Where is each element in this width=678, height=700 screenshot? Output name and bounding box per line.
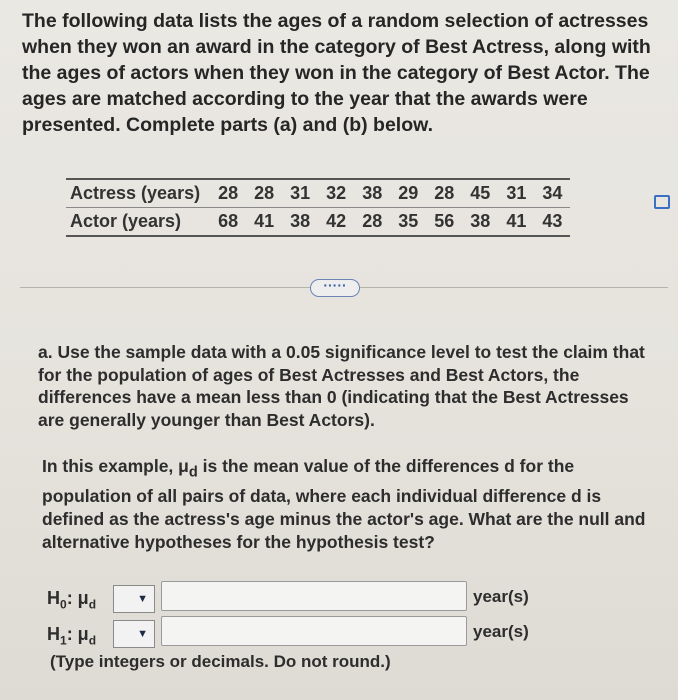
null-value-input[interactable] xyxy=(161,581,467,611)
copy-icon[interactable] xyxy=(654,195,670,209)
data-table xyxy=(66,178,570,237)
null-unit-label: year(s) xyxy=(473,587,529,606)
table-cell: 34 xyxy=(534,179,570,208)
row-label: Actress (years) xyxy=(66,179,210,208)
table-cell: 28 xyxy=(354,208,390,237)
table-cell: 45 xyxy=(462,179,498,208)
null-operator-select[interactable] xyxy=(113,585,155,613)
mu-subscript: d xyxy=(88,597,97,612)
h-subscript: 0 xyxy=(60,597,67,612)
table-cell: 41 xyxy=(498,208,534,237)
example-text-start: In this example, xyxy=(42,456,179,476)
table-cell: 28 xyxy=(426,179,462,208)
example-text xyxy=(42,455,662,554)
alternative-operator-select[interactable] xyxy=(113,620,155,648)
table-cell: 32 xyxy=(318,179,354,208)
h-letter: H xyxy=(47,588,60,608)
alternative-hypothesis-label xyxy=(47,624,96,648)
table-row-actor xyxy=(66,208,570,237)
mu-text: : μ xyxy=(66,588,89,608)
alternative-value-input[interactable] xyxy=(161,616,467,646)
table-row-actress xyxy=(66,179,570,208)
question-intro: The following data lists the ages of a random selection of actresses when they won an award in the category of Best Actress, along with the ages of actors when they won in the category of Best Actor. The ages are matched according to the year that the awards were presented. Complete parts (a) and (b) below. xyxy=(22,10,651,136)
table-cell: 28 xyxy=(246,179,282,208)
mu-subscript: d xyxy=(88,633,97,648)
example-text-end: is the mean value of the differences d for the population of all pairs of data, where each individual difference d is defined as the actress's age minus the actor's age. What are the null and alternative hypotheses for the hypothesis test? xyxy=(42,456,646,552)
table-cell: 38 xyxy=(354,179,390,208)
table-cell: 29 xyxy=(390,179,426,208)
table-cell: 35 xyxy=(390,208,426,237)
mu-text: : μ xyxy=(66,624,89,644)
table-cell: 68 xyxy=(210,208,246,237)
row-label: Actor (years) xyxy=(66,208,210,237)
table-cell: 38 xyxy=(462,208,498,237)
dropdown-arrow-icon: ▼ xyxy=(137,628,148,640)
table-cell: 43 xyxy=(534,208,570,237)
expand-button[interactable]: ····· xyxy=(310,279,360,297)
alternative-unit-label: year(s) xyxy=(473,622,529,641)
table-cell: 38 xyxy=(282,208,318,237)
table-cell: 28 xyxy=(210,179,246,208)
h-subscript: 1 xyxy=(60,633,67,648)
dropdown-arrow-icon: ▼ xyxy=(137,593,148,605)
null-hypothesis-label xyxy=(47,588,96,612)
mu-symbol: μ xyxy=(178,456,189,476)
table-cell: 31 xyxy=(282,179,318,208)
part-a-prompt: a. Use the sample data with a 0.05 significance level to test the claim that for the population of ages of Best Actresses and Best Actors, the differences have a mean less than 0 (indicating that the Best Actresses are generally younger than Best Actors). xyxy=(38,342,645,430)
table-cell: 31 xyxy=(498,179,534,208)
table-cell: 41 xyxy=(246,208,282,237)
table-cell: 42 xyxy=(318,208,354,237)
instruction-note: (Type integers or decimals. Do not round.) xyxy=(50,652,391,671)
table-cell: 56 xyxy=(426,208,462,237)
h-letter: H xyxy=(47,624,60,644)
mu-subscript: d xyxy=(188,464,198,481)
